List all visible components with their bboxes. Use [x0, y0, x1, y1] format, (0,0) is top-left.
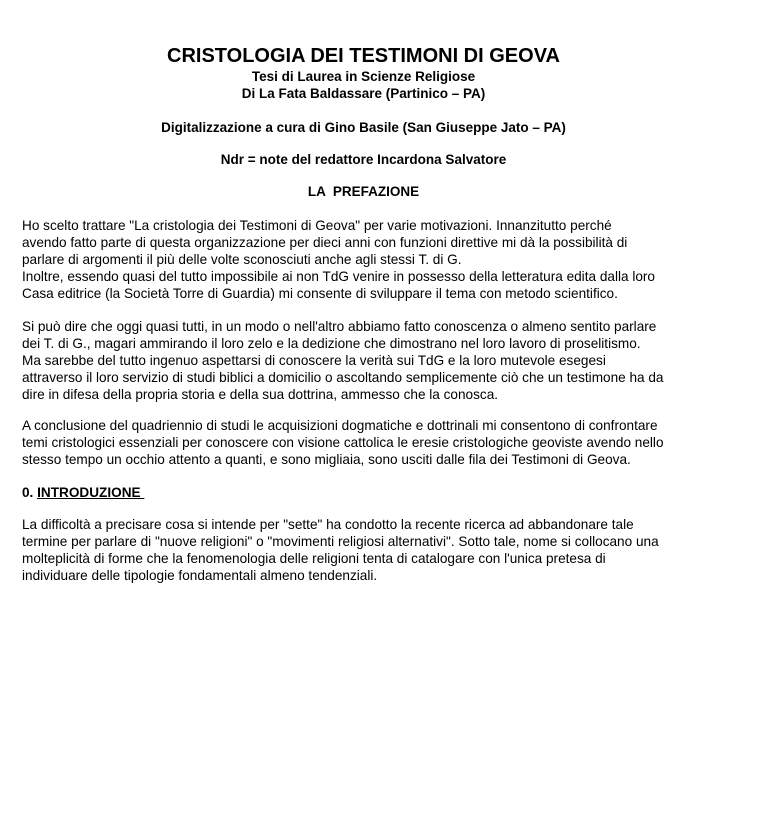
document-title: CRISTOLOGIA DEI TESTIMONI DI GEOVA	[167, 45, 560, 67]
text-line: temi cristologici essenziali per conoscere con visione cattolica le eresie cristologiche geoviste avendo nello	[22, 435, 664, 450]
thesis-subtitle: Tesi di Laurea in Scienze Religiose	[251, 69, 476, 84]
text-line: Si può dire che oggi quasi tutti, in un modo o nell'altro abbiamo fatto conoscenza o almeno sentito parlare	[22, 319, 657, 334]
text-line: dei T. di G., magari ammirando il loro zelo e la dedizione che dimostrano nel loro lavoro di proselitismo.	[22, 336, 641, 351]
text-line: individuare delle tipologie fondamentali almeno tendenziali.	[22, 568, 378, 583]
introduction-paragraph	[22, 516, 734, 584]
preface-paragraph-3	[22, 417, 734, 468]
text-line: A conclusione del quadriennio di studi le acquisizioni dogmatiche e dottrinali mi consentono di confrontare	[22, 418, 658, 433]
preface-paragraph-1	[22, 217, 734, 302]
introduction-heading	[22, 484, 144, 501]
digitalization-credit: Digitalizzazione a cura di Gino Basile (San Giuseppe Jato – PA)	[161, 120, 566, 135]
text-line: molteplicità di forme che la fenomenologia delle religioni tenta di catalogare con l'unica pretesa di	[22, 551, 606, 566]
preface-heading: LA PREFAZIONE	[307, 184, 420, 199]
text-line: La difficoltà a precisare cosa si intende per "sette" ha condotto la recente ricerca ad abbandonare tale	[22, 517, 634, 532]
editor-note-legend: Ndr = note del redattore Incardona Salvatore	[220, 152, 507, 167]
text-line: dire in difesa della propria storia e della sua dottrina, ammesso che la conosca.	[22, 387, 499, 402]
text-line: Ma sarebbe del tutto ingenuo aspettarsi di conoscere la verità sui TdG e la loro mutevole esegesi	[22, 353, 606, 368]
text-line: attraverso il loro servizio di studi biblici a domicilio o ascoltando semplicemente ciò che un testimone ha da	[22, 370, 664, 385]
author-line: Di La Fata Baldassare (Partinico – PA)	[241, 86, 486, 101]
preface-paragraph-2	[22, 318, 734, 403]
text-line: avendo fatto parte di questa organizzazione per dieci anni con funzioni direttive mi dà la possibilità di	[22, 235, 628, 250]
text-line: parlare di argomenti il più delle volte sconosciuti anche agli stessi T. di G.	[22, 252, 462, 267]
text-line: termine per parlare di "nuove religioni" o "movimenti religiosi alternativi". Sotto tale, nome si collocano una	[22, 534, 659, 549]
section-number: 0.	[22, 485, 38, 500]
text-line: Inoltre, essendo quasi del tutto impossibile ai non TdG venire in possesso della letteratura edita dalla loro	[22, 269, 655, 284]
text-line: Casa editrice (la Società Torre di Guardia) mi consente di sviluppare il tema con metodo scientifico.	[22, 286, 618, 301]
text-line: stesso tempo un occhio attento a quanti, e sono migliaia, sono usciti dalle fila dei Testimoni di Geova.	[22, 452, 631, 467]
section-title: INTRODUZIONE	[37, 485, 145, 500]
text-line: Ho scelto trattare "La cristologia dei Testimoni di Geova" per varie motivazioni. Innanzitutto perché	[22, 218, 612, 233]
